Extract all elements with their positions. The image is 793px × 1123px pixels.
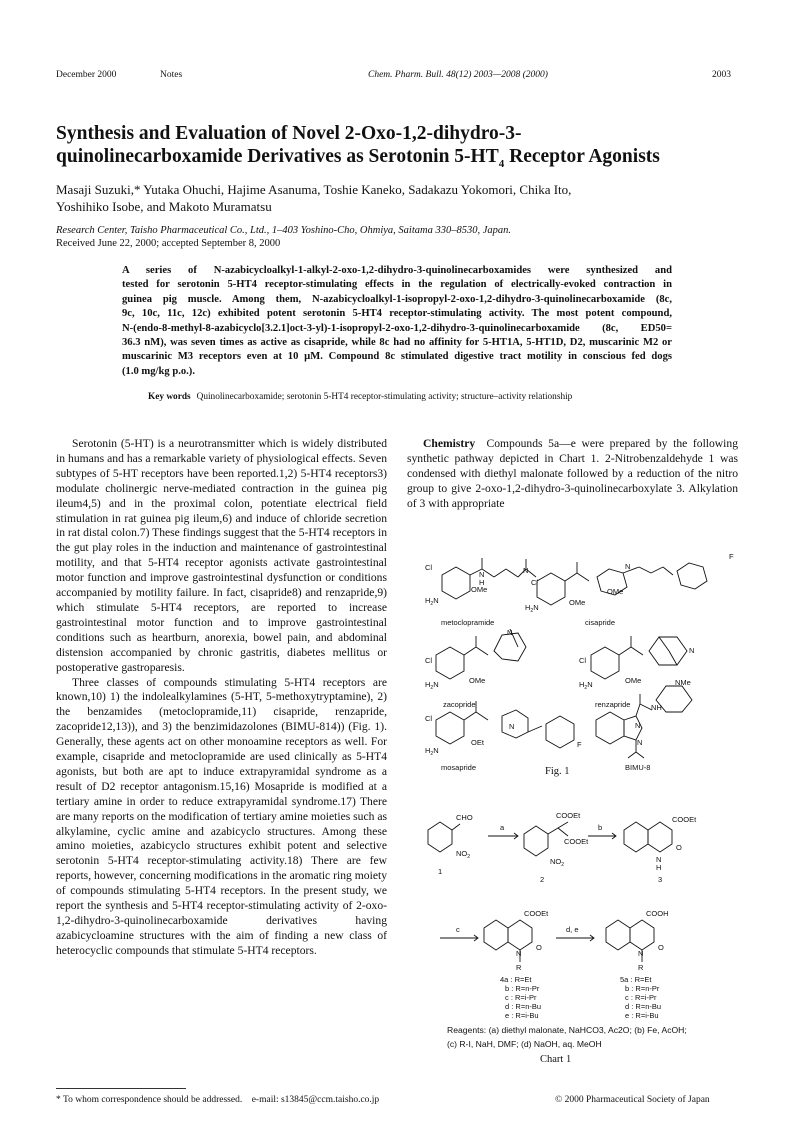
compound-2-label: 2 (540, 875, 545, 884)
svg-text:F: F (729, 552, 734, 561)
step-c: c (456, 925, 460, 934)
abstract-line: A series of N-azabicycloalkyl-1-alkyl-2-oxo-1,2-dihydro-3-quinolinecarboxamides were synthesized and (122, 265, 672, 276)
svg-text:COOEt: COOEt (556, 811, 581, 820)
right-column (407, 437, 738, 512)
abstract-line: tested for serotonin 5-HT4 receptor-stimulating effects in the regulation of electrically-evoked contraction in (122, 279, 672, 291)
svg-text:COOEt: COOEt (524, 909, 549, 918)
svg-text:R: R (516, 963, 522, 972)
correspondence-footnote: * To whom correspondence should be addressed. e-mail: s13845@ccm.taisho.co.jp (56, 1095, 380, 1105)
svg-text:COOH: COOH (646, 909, 669, 918)
svg-text:H2N: $H_2N$ (425, 680, 439, 691)
label-renzapride: renzapride (595, 700, 631, 709)
title-line-1: Synthesis and Evaluation of Novel 2-Oxo-1,2-dihydro-3- (56, 123, 522, 144)
svg-text:H: H (479, 578, 485, 587)
label-bimu-8: BIMU-8 (625, 763, 651, 772)
svg-text:N: N (625, 562, 631, 571)
abstract-line: N-(endo-8-methyl-8-azabicyclo[3.2.1]oct-3-yl)-1-isopropyl-2-oxo-1,2-dihydro-3-quinolinecarboxamide (8c, ED50= (122, 322, 672, 334)
author-list (56, 181, 746, 215)
svg-text:Cl: Cl (425, 563, 433, 572)
svg-text:H2N: $H_2N$ (425, 596, 439, 607)
svg-text:OMe: OMe (569, 598, 586, 607)
chart-1-scheme (420, 800, 740, 1020)
series-4-item: d : R=n-Bu (505, 1002, 542, 1011)
affiliation: Research Center, Taisho Pharmaceutical Co., Ltd., 1–403 Yoshino-Cho, Ohmiya, Saitama 330–8530, Japan. (56, 225, 511, 236)
compound-3-label: 3 (658, 875, 663, 884)
header-section: Notes (160, 70, 183, 80)
svg-text:N: N (516, 949, 522, 958)
step-b: b (598, 823, 603, 832)
header-journal-ref: Chem. Pharm. Bull. 48(12) 2003—2008 (2000) (368, 70, 548, 80)
svg-text:N: N (523, 566, 529, 575)
svg-text:OMe: OMe (469, 676, 486, 685)
svg-text:N: N (635, 721, 641, 730)
svg-text:OEt: OEt (471, 738, 484, 747)
svg-text:NMe: NMe (675, 678, 691, 687)
series-4-item: 4a : R=Et (500, 975, 532, 984)
svg-text:N: N (638, 949, 644, 958)
label-mosapride: mosapride (441, 763, 477, 772)
abstract-line: guinea pig muscle. Among them, N-azabicycloalkyl-1-isopropyl-2-oxo-1,2-dihydro-3-quinolinecarboxamide (8c, (122, 293, 672, 305)
svg-text:H2N: $H_2N$ (425, 746, 439, 757)
keywords-label: Key words (148, 392, 191, 402)
body-paragraph: Three classes of compounds stimulating 5-HT4 receptors are known,10) 1) the indolealkylamines (5-HT, 5-methoxytryptamine), 2) the benzamides (metoclopramide,11) cisapride, renzapride, zacopride12,13)), and 3) the benzimidazolones (BIMU-814)) (Fig. 1). Generally, these agents act on other monoamine receptors as well. For example, cisapride and metoclopramide are used clinically as 5-HT4 agonists, but both are apt to induce extrapyramidal syndrome as a result of D2 receptor antagonism.15,16) Mosapride is modified at a tertiary amine in order to reduce extrapyramidal syndrome.17) There are many reports on the modification of tertiary amine moieties such as alkylamine, cyclic amine and azabicyclo structures. Among these amino moieties, azabicyclo structures exhibit potent and selective serotonin 5-HT4 receptor-stimulating activity.18) There are few reports, however, concerning modifications in the aromatic ring moiety of compounds stimulating 5-HT4 receptors. In the present study, we report the synthesis and 5-HT4 receptor-stimulating activity of 2-oxo-1,2-dihydro-3-quinolinecarboxamide derivatives having azabicycloamine structures with the aim of finding a new class of heterocyclic compounds that stimulate 5-HT4 receptors. (56, 675, 387, 957)
series-5-item: e : R=i-Bu (625, 1011, 659, 1020)
body-paragraph: Serotonin (5-HT) is a neurotransmitter which is widely distributed in humans and has a remarkable variety of physiological effects. Seven subtypes of 5-HT receptors have been reported.1,2) 5-HT4 receptors3) modulate cholinergic nerve-mediated contraction in the guinea pig ileum4,5) and in the proximal colon, potentiate electrical field stimulation in rat guinea pig ileum,6) and induce of chloride secretion in rat distal colon.7) These findings suggest that the 5-HT4 receptors in the gut play roles in the induction and maintenance of gastrointestinal motility, and that 5-HT4 receptor agonists activate gastrointestinal motor function and improve gastrointestinal dysfunction or conditions accompanied by motility failure. In fact, cisapride8) and renzapride,9) which stimulate 5-HT4 receptors, are reported to increase gastrointestinal motor function and to improve gastrointestinal conditions such as heartburn, anorexia, bowel pain, and abdominal distension accompanied by chronic gastritis, diabetes mellitus or postoperative gastroparesis. (56, 437, 387, 674)
authors-line-2: Yoshihiko Isobe, and Makoto Muramatsu (56, 199, 272, 214)
svg-text:NO2: $NO_2$ (550, 857, 565, 868)
compound-1-label: 1 (438, 867, 443, 876)
svg-text:F: F (577, 740, 582, 749)
series-5-item: b : R=n-Pr (625, 984, 660, 993)
svg-text:COOEt: COOEt (564, 837, 589, 846)
svg-text:H: H (656, 863, 662, 872)
structure-zacopride (436, 629, 526, 679)
series-4-item: b : R=n-Pr (505, 984, 540, 993)
svg-text:OMe: OMe (625, 676, 642, 685)
keywords (148, 392, 708, 402)
header-page-number: 2003 (712, 70, 731, 80)
left-column (56, 437, 387, 959)
structure-metoclopramide (442, 558, 539, 599)
svg-text:H2N: $H_2N$ (579, 680, 593, 691)
series-5-item: d : R=n-Bu (625, 1002, 662, 1011)
svg-text:Cl: Cl (579, 656, 587, 665)
received-date: Received June 22, 2000; accepted September 8, 2000 (56, 238, 281, 249)
chart-1-caption: Chart 1 (540, 1054, 572, 1065)
abstract-line: 9c, 10c, 11c, 12c) exhibited potent serotonin 5-HT4 receptor-stimulating activity. The most potent compound, (122, 308, 672, 320)
structure-renzapride (591, 636, 687, 679)
chart-1-reagents (447, 1023, 747, 1051)
reagents-line-2: (c) R-I, NaH, DMF; (d) NaOH, aq. MeOH (447, 1039, 602, 1049)
label-cisapride: cisapride (585, 618, 616, 627)
svg-text:Cl: Cl (425, 656, 433, 665)
header-date: December 2000 (56, 70, 117, 80)
step-a: a (500, 823, 505, 832)
step-d-e: d, e (566, 925, 579, 934)
svg-text:N: N (479, 570, 485, 579)
svg-text:N: N (637, 738, 643, 747)
svg-text:H2N: $H_2N$ (525, 603, 539, 614)
footnote-rule (56, 1088, 186, 1089)
svg-text:N: N (656, 855, 662, 864)
series-4-item: e : R=i-Bu (505, 1011, 539, 1020)
svg-text:R: R (638, 963, 644, 972)
svg-text:N: N (689, 646, 695, 655)
body-paragraph: Chemistry Compounds 5a—e were prepared by the following synthetic pathway depicted in Chart 1. 2-Nitrobenzaldehyde 1 was condensed with diethyl malonate followed by a reduction of the nitro group to give 2-oxo-1,2-dihydro-3-quinolinecarboxylate 3. Alkylation of 3 with appropriate (407, 437, 738, 510)
svg-text:NO2: $NO_2$ (456, 849, 471, 860)
series-5-item: c : R=i-Pr (625, 993, 657, 1002)
authors-line-1: Masaji Suzuki,* Yutaka Ohuchi, Hajime Asanuma, Toshie Kaneko, Sadakazu Yokomori, Chika Ito, (56, 182, 572, 197)
label-zacopride: zacopride (443, 700, 476, 709)
series-5-item: 5a : R=Et (620, 975, 652, 984)
label-metoclopramide: metoclopramide (441, 618, 495, 627)
svg-text:OMe: OMe (607, 587, 624, 596)
svg-text:COOEt: COOEt (672, 815, 697, 824)
svg-text:O: O (536, 943, 542, 952)
title-line-2: quinolinecarboxamide Derivatives as Serotonin $5-HT_4$ Receptor Agonists (56, 146, 660, 170)
svg-text:N: N (509, 722, 515, 731)
structure-bimu-8 (596, 686, 692, 758)
svg-text:NH: NH (651, 703, 662, 712)
svg-text:O: O (658, 943, 664, 952)
svg-text:CHO: CHO (456, 813, 473, 822)
svg-text:N: N (507, 628, 513, 637)
keywords-text: Quinolinecarboxamide; serotonin 5-HT4 receptor-stimulating activity; structure–activity relationship (196, 392, 573, 402)
figure-1-caption: Fig. 1 (545, 766, 570, 777)
series-4-item: c : R=i-Pr (505, 993, 537, 1002)
svg-text:OMe: OMe (471, 585, 488, 594)
abstract-line: 36.3 nM), was seven times as active as cisapride, while 8c had no affinity for 5-HT1A, 5-HT1D, D2, muscarinic M2 or (122, 337, 672, 349)
copyright: © 2000 Pharmaceutical Society of Japan (555, 1095, 710, 1105)
reagents-line-1: Reagents: (a) diethyl malonate, NaHCO3, Ac2O; (b) Fe, AcOH; (447, 1025, 687, 1035)
svg-text:O: O (676, 843, 682, 852)
paper-title (56, 122, 746, 168)
abstract-line: muscarinic M3 receptors even at 10 µM. Compound 8c stimulated digestive tract motility in conscious fed dogs (122, 351, 672, 363)
section-heading-chemistry: Chemistry (423, 437, 476, 450)
figure-1-structures (407, 545, 738, 775)
structure-cisapride (537, 562, 707, 605)
abstract-line: (1.0 mg/kg p.o.). (122, 365, 195, 377)
svg-text:Cl: Cl (425, 714, 433, 723)
abstract (122, 264, 672, 379)
svg-text:Cl: Cl (531, 578, 539, 587)
